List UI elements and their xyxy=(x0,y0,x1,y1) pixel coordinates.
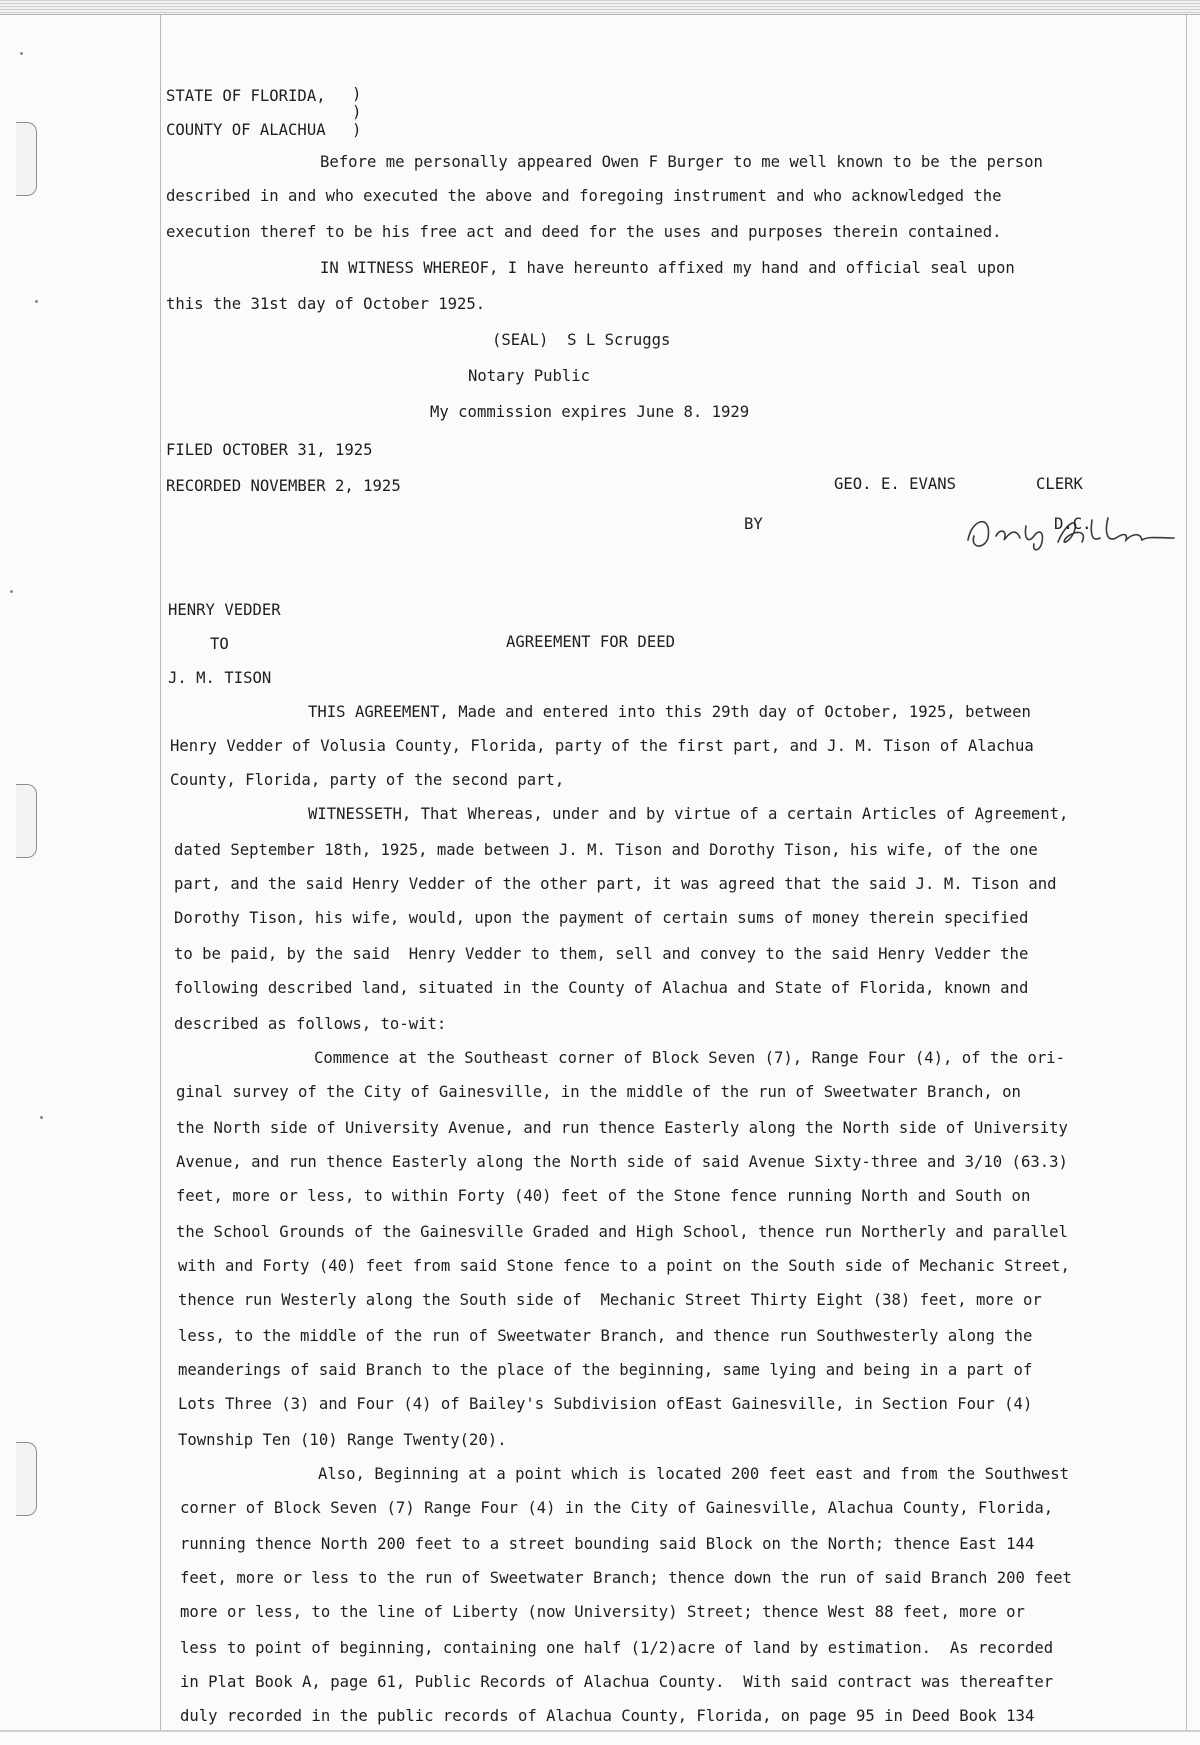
legal-description-line: Avenue, and run thence Easterly along the North side of said Avenue Sixty-three and 3/10 (63.3) xyxy=(176,1153,1068,1171)
legal-description-line: Township Ten (10) Range Twenty(20). xyxy=(178,1431,507,1449)
body-line: WITNESSETH, That Whereas, under and by virtue of a certain Articles of Agreement, xyxy=(308,805,1069,823)
scan-speck xyxy=(10,590,13,593)
clerk-name: GEO. E. EVANS xyxy=(834,475,957,493)
body-line: to be paid, by the said Henry Vedder to them, sell and convey to the said Henry Vedder the xyxy=(174,945,1029,963)
legal-description-line: more or less, to the line of Liberty (now University) Street; thence West 88 feet, more or xyxy=(180,1603,1025,1621)
grantee-name: J. M. TISON xyxy=(168,669,272,687)
by-label: BY xyxy=(744,515,763,533)
legal-description-line: thence run Westerly along the South side of Mechanic Street Thirty Eight (38) feet, more or xyxy=(178,1291,1042,1309)
legal-description-line: Also, Beginning at a point which is located 200 feet east and from the Southwest xyxy=(318,1465,1070,1483)
legal-description-line: with and Forty (40) feet from said Stone fence to a point on the South side of Mechanic Street, xyxy=(178,1257,1070,1275)
acknowledgment-line: Before me personally appeared Owen F Burger to me well known to be the person xyxy=(320,153,1043,171)
to-label: TO xyxy=(210,635,229,653)
notary-title: Notary Public xyxy=(468,367,591,385)
legal-description-line: the School Grounds of the Gainesville Graded and High School, thence run Northerly and parallel xyxy=(176,1223,1068,1241)
legal-description-line: running thence North 200 feet to a street bounding said Block on the North; thence East 144 xyxy=(180,1535,1035,1553)
grantor-name: HENRY VEDDER xyxy=(168,601,281,619)
binder-hole-top xyxy=(16,122,37,196)
filed-date: FILED OCTOBER 31, 1925 xyxy=(166,441,373,459)
right-margin-rule xyxy=(1186,14,1187,1730)
body-line: following described land, situated in the County of Alachua and State of Florida, known and xyxy=(174,979,1029,997)
body-line: County, Florida, party of the second part, xyxy=(170,771,565,789)
legal-description-line: in Plat Book A, page 61, Public Records of Alachua County. With said contract was thereafter xyxy=(180,1673,1054,1691)
acknowledgment-line: execution theref to be his free act and deed for the uses and purposes therein contained. xyxy=(166,223,1002,241)
notary-seal: (SEAL) S L Scruggs xyxy=(492,331,671,349)
venue-brace: ) xyxy=(352,103,362,121)
scan-bottom-edge xyxy=(0,1730,1200,1732)
body-line: THIS AGREEMENT, Made and entered into this 29th day of October, 1925, between xyxy=(308,703,1031,721)
clerk-title: CLERK xyxy=(1036,475,1083,493)
legal-description-line: Commence at the Southeast corner of Block Seven (7), Range Four (4), of the ori- xyxy=(314,1049,1066,1067)
venue-brace: ) xyxy=(352,121,362,139)
legal-description-line: the North side of University Avenue, and run thence Easterly along the North side of University xyxy=(176,1119,1068,1137)
witness-line: IN WITNESS WHEREOF, I have hereunto affixed my hand and official seal upon xyxy=(320,259,1015,277)
venue-brace: ) xyxy=(352,85,362,103)
legal-description-line: meanderings of said Branch to the place of the beginning, same lying and being in a part of xyxy=(178,1361,1033,1379)
body-line: Henry Vedder of Volusia County, Florida, party of the first part, and J. M. Tison of Alachua xyxy=(170,737,1034,755)
scan-speck xyxy=(20,52,23,55)
legal-description-line: feet, more or less to the run of Sweetwater Branch; thence down the run of said Branch 200 feet xyxy=(180,1569,1072,1587)
acknowledgment-line: described in and who executed the above and foregoing instrument and who acknowledged the xyxy=(166,187,1002,205)
binder-hole-middle xyxy=(16,784,37,858)
state-line: STATE OF FLORIDA, xyxy=(166,87,326,105)
legal-description-line: corner of Block Seven (7) Range Four (4) in the City of Gainesville, Alachua County, Florida, xyxy=(180,1499,1054,1517)
legal-description-line: ginal survey of the City of Gainesville, in the middle of the run of Sweetwater Branch, on xyxy=(176,1083,1021,1101)
notary-commission: My commission expires June 8. 1929 xyxy=(430,403,750,421)
scan-speck xyxy=(40,1116,43,1119)
scan-speck xyxy=(35,300,38,303)
document-page xyxy=(166,0,1166,1745)
legal-description-line: Lots Three (3) and Four (4) of Bailey's Subdivision ofEast Gainesville, in Section Four (4) xyxy=(178,1395,1033,1413)
document-title: AGREEMENT FOR DEED xyxy=(506,633,675,651)
county-line: COUNTY OF ALACHUA xyxy=(166,121,326,139)
legal-description-line: less, to the middle of the run of Sweetwater Branch, and thence run Southwesterly along the xyxy=(178,1327,1033,1345)
witness-date-line: this the 31st day of October 1925. xyxy=(166,295,486,313)
body-line: dated September 18th, 1925, made between J. M. Tison and Dorothy Tison, his wife, of the one xyxy=(174,841,1038,859)
recorded-date: RECORDED NOVEMBER 2, 1925 xyxy=(166,477,401,495)
left-margin-rule xyxy=(160,14,161,1730)
body-line: described as follows, to-wit: xyxy=(174,1015,447,1033)
body-line: Dorothy Tison, his wife, would, upon the payment of certain sums of money therein specified xyxy=(174,909,1029,927)
legal-description-line: duly recorded in the public records of Alachua County, Florida, on page 95 in Deed Book 134 xyxy=(180,1707,1035,1725)
body-line: part, and the said Henry Vedder of the other part, it was agreed that the said J. M. Tison and xyxy=(174,875,1057,893)
deputy-clerk-label: D.C. xyxy=(1054,515,1092,533)
legal-description-line: feet, more or less, to within Forty (40) feet of the Stone fence running North and South on xyxy=(176,1187,1031,1205)
binder-hole-bottom xyxy=(16,1442,37,1516)
legal-description-line: less to point of beginning, containing one half (1/2)acre of land by estimation. As recorded xyxy=(180,1639,1054,1657)
